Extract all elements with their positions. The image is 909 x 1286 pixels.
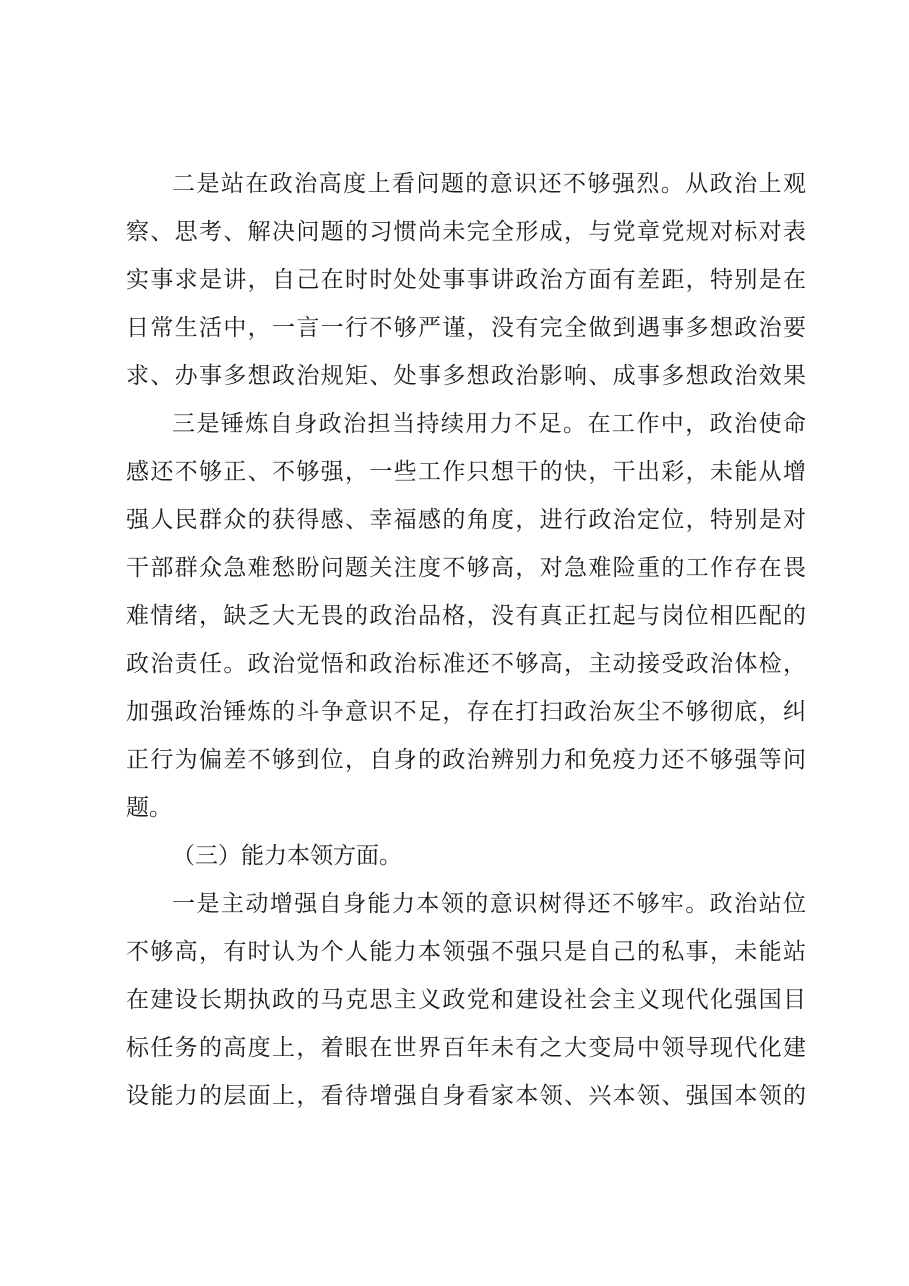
text-line: 干部群众急难愁盼问题关注度不够高，对急难险重的工作存在畏 <box>126 555 806 581</box>
text-line: 三是锤炼自身政治担当持续用力不足。在工作中，政治使命 <box>172 411 806 437</box>
text-line: 求、办事多想政治规矩、处事多想政治影响、成事多想政治效果 <box>126 363 806 389</box>
text-line: 不够高，有时认为个人能力本领强不强只是自己的私事，未能站 <box>126 939 806 965</box>
text-line: 实事求是讲，自己在时时处处事事讲政治方面有差距，特别是在 <box>126 267 806 293</box>
text-line: 设能力的层面上，看待增强自身看家本领、兴本领、强国本领的 <box>126 1083 806 1109</box>
text-line: 二是站在政治高度上看问题的意识还不够强烈。从政治上观 <box>172 171 806 197</box>
text-line: 强人民群众的获得感、幸福感的角度，进行政治定位，特别是对 <box>126 507 806 533</box>
text-line: 标任务的高度上，着眼在世界百年未有之大变局中领导现代化建 <box>126 1035 806 1061</box>
document-body <box>126 160 806 1120</box>
text-line: 在建设长期执政的马克思主义政党和建设社会主义现代化强国目 <box>126 987 806 1013</box>
text-line: 察、思考、解决问题的习惯尚未完全形成，与党章党规对标对表 <box>126 219 806 245</box>
text-line: 难情绪，缺乏大无畏的政治品格，没有真正扛起与岗位相匹配的 <box>126 603 806 629</box>
text-line: 感还不够正、不够强，一些工作只想干的快，干出彩，未能从增 <box>126 459 806 485</box>
text-line: 正行为偏差不够到位，自身的政治辨别力和免疫力还不够强等问 <box>126 747 806 773</box>
section-heading: （三）能力本领方面。 <box>172 843 402 869</box>
text-line: 题。 <box>126 795 172 821</box>
text-line: 政治责任。政治觉悟和政治标准还不够高，主动接受政治体检， <box>126 651 806 677</box>
text-line: 一是主动增强自身能力本领的意识树得还不够牢。政治站位 <box>172 891 806 917</box>
text-line: 加强政治锤炼的斗争意识不足，存在打扫政治灰尘不够彻底，纠 <box>126 699 806 725</box>
text-line: 日常生活中，一言一行不够严谨，没有完全做到遇事多想政治要 <box>126 315 806 341</box>
